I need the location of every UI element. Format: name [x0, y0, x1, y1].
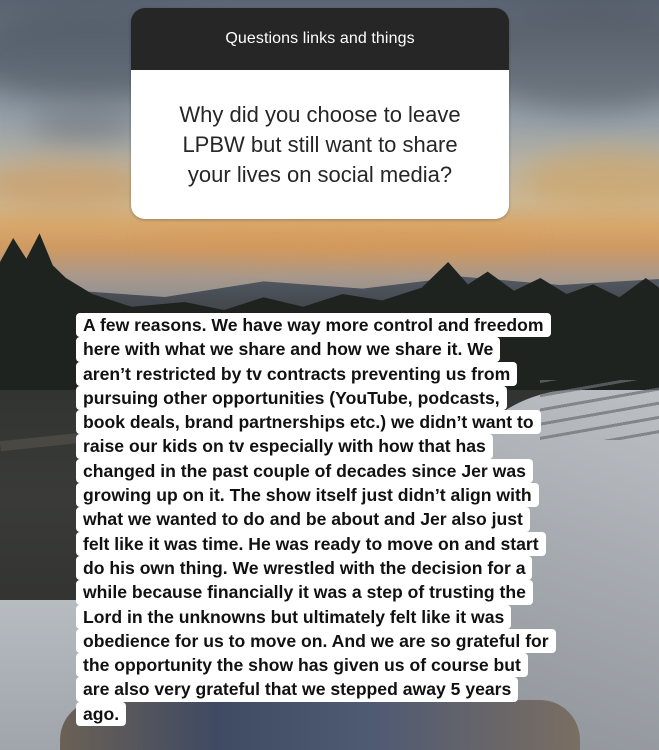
cloud — [150, 228, 530, 254]
answer-line — [76, 410, 616, 434]
answer-line-text: changed in the past couple of decades since Jer was — [76, 459, 533, 483]
answer-line — [76, 677, 616, 701]
answer-line — [76, 702, 616, 726]
answer-line — [76, 483, 616, 507]
answer-line-text: felt like it was time. He was ready to move on and start — [76, 532, 546, 556]
question-sticker[interactable] — [131, 8, 509, 219]
answer-line-text: here with what we share and how we share it. We — [76, 337, 500, 361]
answer-line — [76, 362, 616, 386]
answer-line — [76, 313, 616, 337]
answer-line-text: raise our kids on tv especially with how that has — [76, 434, 493, 458]
answer-line-text: what we wanted to do and be about and Jer also just — [76, 507, 530, 531]
answer-line — [76, 507, 616, 531]
answer-text-block — [76, 313, 616, 726]
cloud — [30, 110, 140, 140]
answer-line-text: ago. — [76, 702, 126, 726]
answer-line-text: book deals, brand partnerships etc.) we didn’t want to — [76, 410, 541, 434]
question-text: Why did you choose to leave LPBW but still want to share your lives on social media? — [131, 70, 509, 219]
answer-line — [76, 532, 616, 556]
answer-line-text: pursuing other opportunities (YouTube, podcasts, — [76, 386, 507, 410]
answer-line — [76, 605, 616, 629]
answer-line — [76, 434, 616, 458]
answer-line-text: growing up on it. The show itself just didn’t align with — [76, 483, 539, 507]
answer-line-text: while because financially it was a step of trusting the — [76, 580, 533, 604]
answer-line-text: the opportunity the show has given us of course but — [76, 653, 528, 677]
answer-line-text: Lord in the unknowns but ultimately felt like it was — [76, 605, 511, 629]
question-sticker-header: Questions links and things — [131, 8, 509, 70]
answer-line — [76, 459, 616, 483]
answer-line-text: aren’t restricted by tv contracts preventing us from — [76, 362, 517, 386]
answer-line — [76, 337, 616, 361]
answer-line — [76, 629, 616, 653]
answer-line-text: obedience for us to move on. And we are so grateful for — [76, 629, 556, 653]
answer-line-text: are also very grateful that we stepped away 5 years — [76, 677, 518, 701]
answer-line — [76, 386, 616, 410]
answer-line-text: A few reasons. We have way more control and freedom — [76, 313, 551, 337]
answer-line — [76, 580, 616, 604]
answer-line — [76, 556, 616, 580]
answer-line-text: do his own thing. We wrestled with the decision for a — [76, 556, 532, 580]
answer-line — [76, 653, 616, 677]
